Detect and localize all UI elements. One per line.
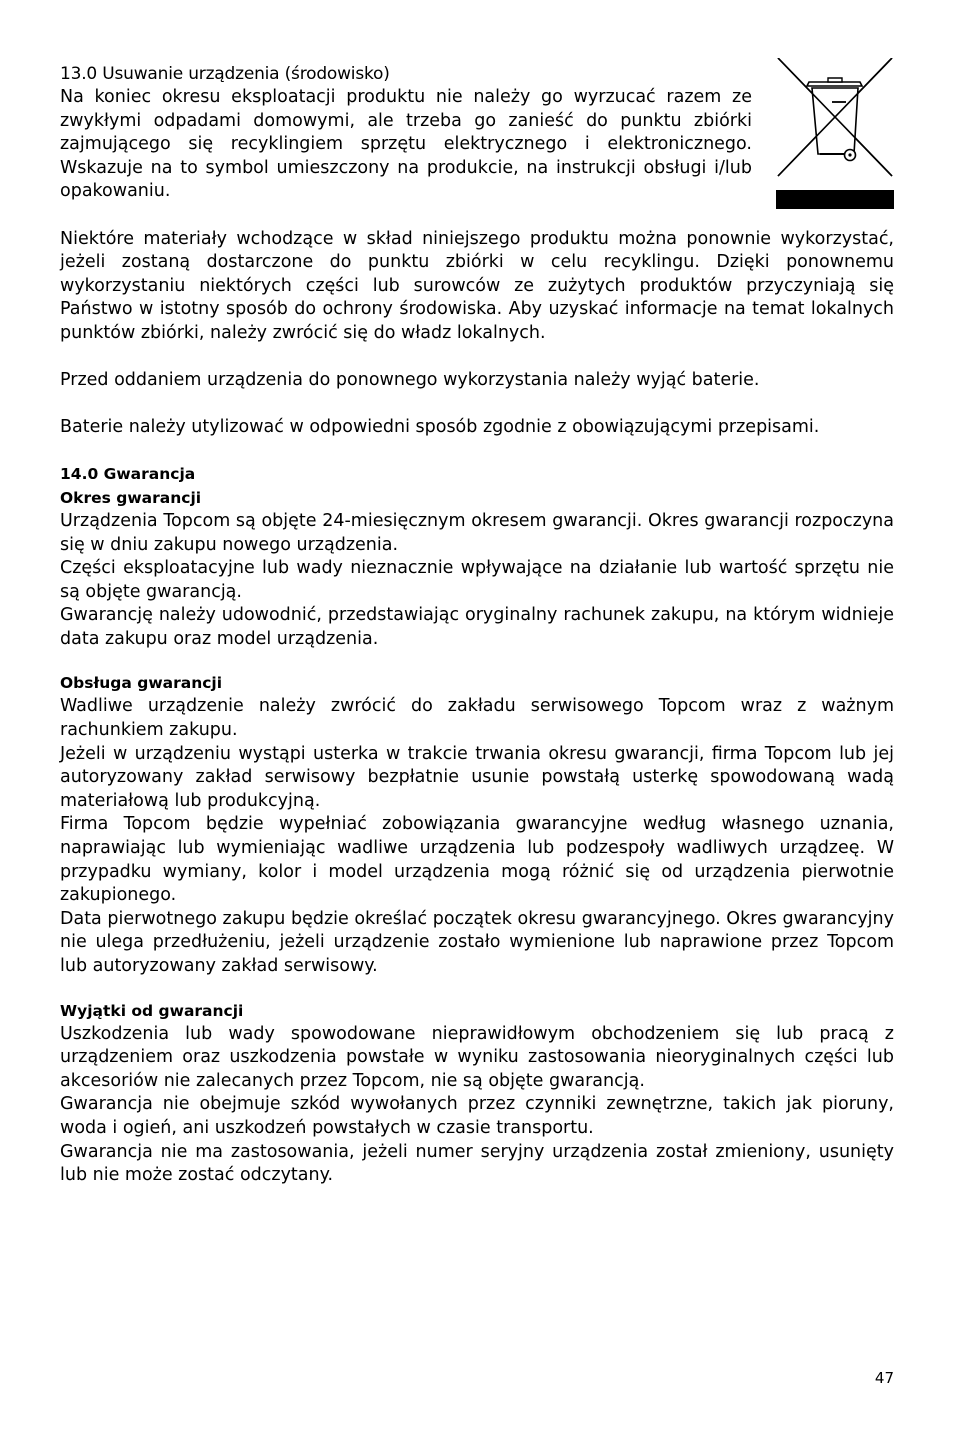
section-13-heading: 13.0 Usuwanie urządzenia (środowisko)	[60, 64, 390, 84]
section-13-environment	[60, 62, 894, 440]
section-13-text	[60, 62, 752, 204]
disposal-intro-paragraph: Na koniec okresu eksploatacji produktu nie należy go wyrzucać razem ze zwykłymi odpadami domowymi, ale trzeba go zanieść do punktu zbiórki zajmującego się recyklingiem sprzętu elektrycznego i elektronicznego. Wskazuje na to symbol umieszczony na produkcie, na instrukcji obsługi i/lub opakowaniu.	[60, 87, 752, 202]
warranty-service-title: Obsługa gwarancji	[60, 674, 223, 693]
warranty-exclusions-paragraph: Uszkodzenia lub wady spowodowane nieprawidłowym obchodzeniem się lub pracą z urządzeniem oraz uszkodzenia powstałe w wyniku zastosowania nieoryginalnych części lub akcesoriów nie zalecanych przez Topcom, nie są objęte gwarancją.	[60, 1023, 894, 1091]
warranty-service-paragraph: Jeżeli w urządzeniu wystąpi usterka w trakcie trwania okresu gwarancji, firma Topcom lub jej autoryzowany zakład serwisowy bezpłatnie usunie powstałą usterkę spowodowaną wadą materiałową lub produkcyjną.	[60, 743, 894, 811]
warranty-exclusions-title: Wyjątki od gwarancji	[60, 1001, 244, 1020]
warranty-period-paragraph: Gwarancję należy udowodnić, przedstawiając oryginalny rachunek zakupu, na którym widnieje data zakupu oraz model urządzenia.	[60, 605, 894, 649]
warranty-service-paragraph: Data pierwotnego zakupu będzie określać początek okresu gwarancyjnego. Okres gwarancyjny nie ulega przedłużeniu, jeżeli urządzenie zostało wymienione lub naprawione przez Topcom lub autoryzowany zakład serwisowy.	[60, 908, 894, 976]
section-14-heading: 14.0 Gwarancja	[60, 464, 196, 483]
warranty-period-paragraph: Części eksploatacyjne lub wady nieznacznie wpływające na działanie lub wartość sprzętu nie są objęte gwarancją.	[60, 558, 894, 602]
page-content	[60, 62, 894, 1188]
dispose-batteries-paragraph: Baterie należy utylizować w odpowiedni sposób zgodnie z obowiązującymi przepisami.	[60, 417, 820, 438]
warranty-exclusions-paragraph: Gwarancja nie obejmuje szkód wywołanych przez czynniki zewnętrzne, takich jak pioruny, woda i ogień, ani uszkodzeń powstałych w czasie transportu.	[60, 1094, 894, 1138]
remove-batteries-paragraph: Przed oddaniem urządzenia do ponownego wykorzystania należy wyjąć baterie.	[60, 370, 760, 391]
warranty-exclusions-paragraph: Gwarancja nie ma zastosowania, jeżeli numer seryjny urządzenia został zmieniony, usunięty lub nie może zostać odczytany.	[60, 1141, 894, 1186]
section-14-warranty	[60, 462, 894, 1188]
warranty-period-paragraph: Urządzenia Topcom są objęte 24-miesięcznym okresem gwarancji. Okres gwarancji rozpoczyna się w dniu zakupu nowego urządzenia.	[60, 510, 894, 555]
page-number: 47	[874, 1369, 894, 1387]
recycling-paragraph: Niektóre materiały wchodzące w skład niniejszego produktu można ponownie wykorzystać, jeżeli zostaną dostarczone do punktu zbiórki w celu recyklingu. Dzięki ponownemu wykorzystaniu niektórych części lub surowców ze zużytych produktów przyczyniają się Państwo w istotny sposób do ochrony środowiska. Aby uzyskać informacje na temat lokalnych punktów zbiórki, należy zwrócić się do władz lokalnych.	[60, 228, 894, 343]
crossed-out-wheelie-bin-icon	[776, 58, 894, 210]
weee-black-bar	[776, 190, 894, 209]
warranty-service-paragraph: Wadliwe urządzenie należy zwrócić do zakładu serwisowego Topcom wraz z ważnym rachunkiem zakupu.	[60, 696, 894, 741]
warranty-period-title: Okres gwarancji	[60, 488, 202, 507]
warranty-service-paragraph: Firma Topcom będzie wypełniać zobowiązania gwarancyjne według własnego uznania, naprawiając lub wymieniając wadliwe urządzenia lub podzespoły wadliwych urządzeę. W przypadku wymiany, kolor i model urządzenia mogą różnić się od urządzenia pierwotnie zakupionego.	[60, 814, 894, 906]
